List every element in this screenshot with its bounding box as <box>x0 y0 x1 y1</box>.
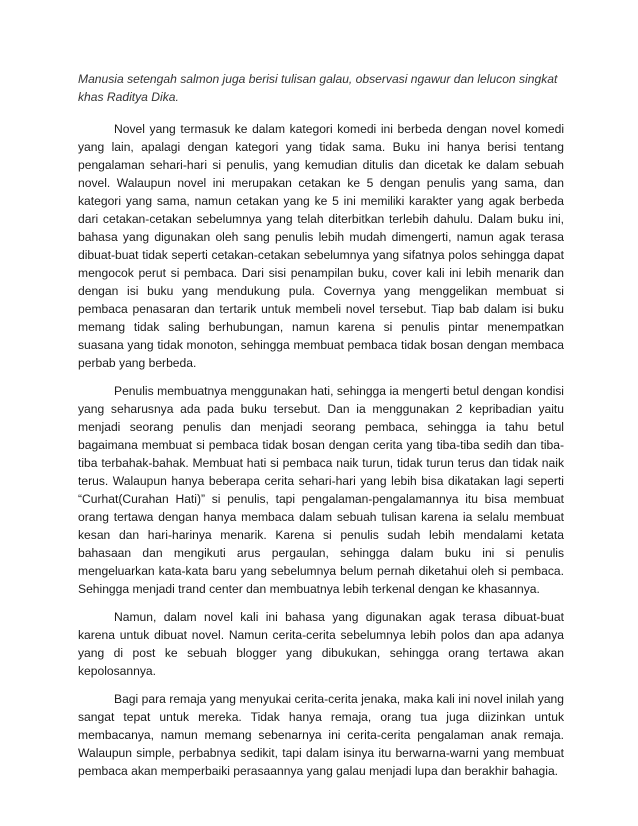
body-paragraph-3: Namun, dalam novel kali ini bahasa yang digunakan agak terasa dibuat-buat karena untuk dibuat novel. Namun cerita-cerita sebelumnya lebih polos dan apa adanya yang di post ke sebuah blogger yang dibukukan, sehingga orang tertawa akan kepolosannya. <box>78 610 564 678</box>
intro-paragraph: Manusia setengah salmon juga berisi tulisan galau, observasi ngawur dan lelucon singkat khas Raditya Dika. <box>78 72 558 104</box>
body-paragraph-4: Bagi para remaja yang menyukai cerita-cerita jenaka, maka kali ini novel inilah yang sangat tepat untuk mereka. Tidak hanya remaja, orang tua juga diizinkan untuk membacanya, namun memang sebenarnya ini cerita-cerita pengalaman anak remaja. Walaupun simple, perbabnya sedikit, tapi dalam isinya itu berwarna-warni yang membuat pembaca akan memperbaiki perasaannya yang galau menjadi lupa dan berakhir bahagia. <box>78 692 564 778</box>
body-paragraph-2: Penulis membuatnya menggunakan hati, sehingga ia mengerti betul dengan kondisi yang seharusnya ada pada buku tersebut. Dan ia menggunakan 2 kepribadian yaitu menjadi seorang penulis dan menjadi seorang pembaca, sehingga ia tahu betul bagaimana membuat si pembaca tidak bosan dengan cerita yang tiba-tiba sedih dan tiba-tiba terbahak-bahak. Membuat hati si pembaca naik turun, tidak turun terus dan tidak naik terus. Walaupun hanya beberapa cerita sehari-hari yang lebih bisa dikatakan lagi seperti “Curhat(Curahan Hati)” si penulis, tapi pengalaman-pengalamannya itu bisa membuat orang tertawa dengan hanya membaca dalam sebuah tulisan karena ia selalu membuat kesan dan hari-harinya menarik. Karena si penulis sudah lebih mendalami ketata bahasaan dan mengikuti arus pergaulan, sehingga dalam buku ini si penulis mengeluarkan kata-kata baru yang sebelumnya belum pernah diketahui oleh si pembaca. Sehingga menjadi trand center dan membuatnya lebih terkenal dengan ke khasannya. <box>78 384 564 596</box>
document-page <box>78 70 564 780</box>
body-paragraph-1: Novel yang termasuk ke dalam kategori komedi ini berbeda dengan novel komedi yang lain, apalagi dengan kategori yang tidak sama. Buku ini hanya berisi tentang pengalaman sehari-hari si penulis, yang kemudian ditulis dan dicetak ke dalam sebuah novel. Walaupun novel ini merupakan cetakan ke 5 dengan penulis yang sama, dan kategori yang sama, namun cetakan yang ke 5 ini memiliki karakter yang agak berbeda dari cetakan-cetakan sebelumnya yang telah diterbitkan terlebih dahulu. Dalam buku ini, bahasa yang digunakan oleh sang penulis lebih mudah dimengerti, namun agak terasa dibuat-buat tidak seperti cetakan-cetakan sebelumnya yang sifatnya polos sehingga dapat mengocok perut si pembaca. Dari sisi penampilan buku, cover kali ini lebih menarik dan dengan isi buku yang mendukung pula. Covernya yang menggelikan membuat si pembaca penasaran dan tertarik untuk membeli novel tersebut. Tiap bab dalam isi buku memang tidak saling berhubungan, namun karena si penulis pintar menempatkan suasana yang tidak monoton, sehingga membuat pembaca tidak bosan dengan membaca perbab yang berbeda. <box>78 122 564 370</box>
